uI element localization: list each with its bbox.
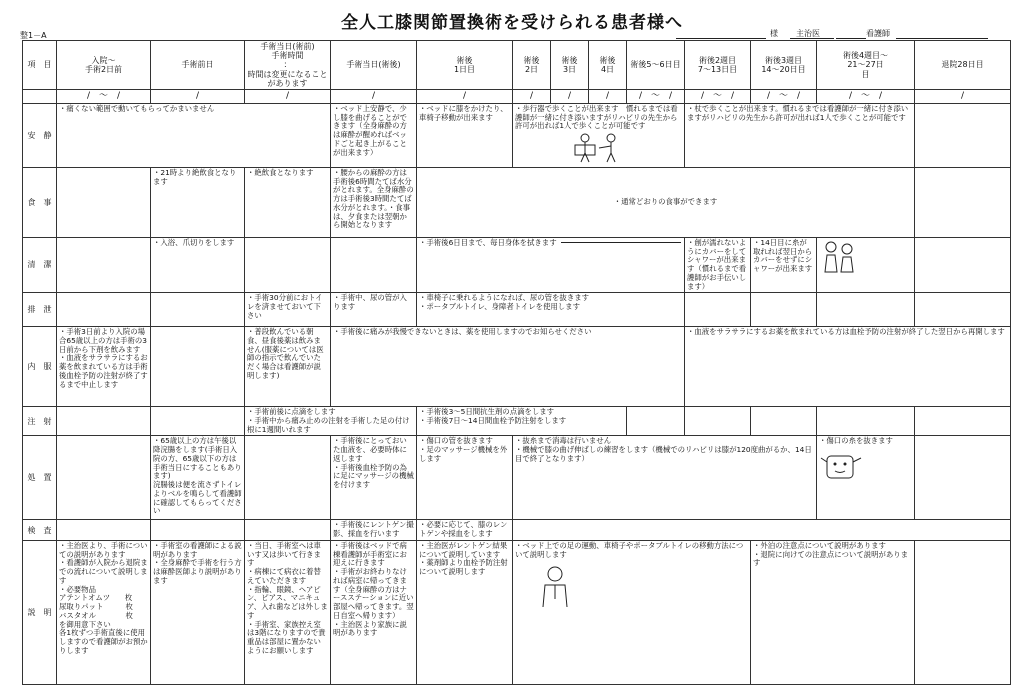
cell-inj-postop-5-6 xyxy=(627,407,685,436)
cell-rest-week-2-3: ・杖で歩くことが出来ます。慣れるまでは看護師が一緒に付き添いますがリハビリの先生から許可が出れば1人で歩くことが可能です xyxy=(685,103,915,167)
cell-rest-postop-1: ・ベッドに膝をかけたり、車椅子移動が出来ます xyxy=(417,103,513,167)
expl-exercise-text: ・ベッド上での足の運動、車椅子やポータブルトイレの移動方法について説明します xyxy=(515,540,744,559)
row-exam xyxy=(23,520,1011,540)
shower-figures-illustration xyxy=(819,239,859,273)
col-header-admission: 入院～ 手術2日前 xyxy=(57,41,151,90)
cell-exam-day-before xyxy=(151,520,245,540)
cell-expl-postop-1: ・主治医がレントゲン結果について説明しています ・薬剤師より血栓予防注射について説明します xyxy=(417,540,513,684)
header-row xyxy=(23,41,1011,90)
cell-clean-week-2: ・創が濡れないようにカバーをしてシャワーが出来ます（慣れるまで看護師がお手伝いします） xyxy=(685,237,751,292)
cell-inj-day-before xyxy=(151,407,245,436)
date-cell[interactable]: / ～ / xyxy=(57,89,151,103)
col-header-op-day-pre: 手術当日(術前) 手術時間 ： 時間は変更になることがあります xyxy=(245,41,331,90)
cell-rest-discharge xyxy=(915,103,1011,167)
cell-rest-pre: ・痛くない範囲で動いてもらってかまいません xyxy=(57,103,331,167)
row-label-excretion: 排 泄 xyxy=(23,293,57,327)
clean-wipe-text: ・手術後6日目まで、毎日身体を拭きます xyxy=(419,237,557,247)
cell-clean-admission xyxy=(57,237,151,292)
cell-inj-week-2 xyxy=(685,407,751,436)
date-row xyxy=(23,89,1011,103)
patient-name-line xyxy=(676,38,766,39)
row-explanation xyxy=(23,540,1011,684)
form-number: 整1－A xyxy=(20,31,47,40)
walker-figures-illustration xyxy=(571,133,627,163)
row-procedure xyxy=(23,436,1011,520)
cell-proc-day-before: ・65歳以上の方は午後以降浣腸をします(手術日入院の方、65歳以下の方は手術当日にすることもあります) 浣腸後は便を流さずトイレよりベルを鳴らして看護師に確認してもらってください xyxy=(151,436,245,520)
row-clean xyxy=(23,237,1011,292)
col-header-op-day-post: 手術当日(術後) xyxy=(331,41,417,90)
patient-suffix: 様 xyxy=(770,29,778,38)
cell-expl-postop-2 xyxy=(513,540,751,684)
cell-med-postop: ・手術後に痛みが我慢できないときは、薬を使用しますのでお知らせください xyxy=(331,327,685,407)
row-label-rest: 安 静 xyxy=(23,103,57,167)
cell-expl-day-before: ・手術室の看護師による説明があります ・全身麻酔で手術を行う方は麻酔医師より説明があります xyxy=(151,540,245,684)
date-cell[interactable]: / xyxy=(551,89,589,103)
row-excretion xyxy=(23,293,1011,327)
cell-expl-week-4: ・外泊の注意点について説明があります ・退院に向けての注意点について説明があります xyxy=(751,540,915,684)
col-header-item: 項 目 xyxy=(23,41,57,90)
duration-arrow xyxy=(561,242,681,243)
cell-med-admission: ・手術3日前より入院の場合65歳以上の方は手術の3日前から下剤を飲みます ・血液をサラサラにするお薬を飲まれている方は手術後血栓予防の注射が終了するまで中止します xyxy=(57,327,151,407)
col-header-day-before: 手術前日 xyxy=(151,41,245,90)
date-cell[interactable]: / xyxy=(151,89,245,103)
cell-exam-op-post: ・手術後にレントゲン撮影、採血を行います xyxy=(331,520,417,540)
cell-excr-week-2 xyxy=(685,293,751,327)
cell-excr-postop: ・車椅子に乗れるようになれば、尿の管を抜きます ・ポータブルトイレ、身障者トイレを使用します xyxy=(417,293,685,327)
date-cell[interactable]: / ～ / xyxy=(817,89,915,103)
cell-inj-discharge xyxy=(915,407,1011,436)
col-header-week-2: 術後2週目 7～13日目 xyxy=(685,41,751,90)
date-cell[interactable]: / xyxy=(915,89,1011,103)
row-injection xyxy=(23,407,1011,436)
cell-clean-day-before: ・入浴、爪切りをします xyxy=(151,237,245,292)
cell-med-day-before xyxy=(151,327,245,407)
col-header-postop-3: 術後 3日 xyxy=(551,41,589,90)
nurse-label: 看護師 xyxy=(866,29,890,38)
date-cell[interactable]: / xyxy=(245,89,331,103)
col-header-postop-2: 術後 2日 xyxy=(513,41,551,90)
col-header-discharge: 退院28日目 xyxy=(915,41,1011,90)
cell-proc-op-post: ・手術後にとっておいた血液を、必要時体に返します ・手術後血栓予防の為に足にマッサージの機械を付けます xyxy=(331,436,417,520)
cell-excr-week-3 xyxy=(751,293,817,327)
cell-expl-discharge xyxy=(915,540,1011,684)
date-cell[interactable]: / xyxy=(417,89,513,103)
date-cell-blank xyxy=(23,89,57,103)
cell-clean-postop-1-6 xyxy=(417,237,685,292)
cell-meal-admission xyxy=(57,167,151,237)
col-header-postop-4: 術後 4日 xyxy=(589,41,627,90)
cell-exam-postop-1: ・必要に応じて、膝のレントゲンや採血をします xyxy=(417,520,513,540)
row-label-explanation: 説 明 xyxy=(23,540,57,684)
row-label-exam: 検 査 xyxy=(23,520,57,540)
cell-rest-op-day: ・ベッド上安静で、少し膝を曲げることができます（全身麻酔の方は麻酔が醒めればベッドごと起き上がることが出来ます） xyxy=(331,103,417,167)
cell-meal-postop: ・通常どおりの食事ができます xyxy=(417,167,915,237)
cell-meal-op-pre: ・絶飲食となります xyxy=(245,167,331,237)
date-cell[interactable]: / ～ / xyxy=(685,89,751,103)
cell-clean-discharge xyxy=(915,237,1011,292)
cell-inj-op-day: ・手術前後に点滴をします ・手術中から痛み止めの注射を手術した足の付け根に1週間いれます xyxy=(245,407,417,436)
cell-exam-op-pre xyxy=(245,520,331,540)
cell-clean-week-3: ・14日目に糸が取れれば翌日からカバーをせずにシャワーが出来ます xyxy=(751,237,817,292)
cell-rest-postop-2-6 xyxy=(513,103,685,167)
date-cell[interactable]: / xyxy=(331,89,417,103)
doctor-sign-line xyxy=(836,38,866,39)
cell-meal-op-post: ・腰からの麻酔の方は手術後6時間たてば水分がとれます。全身麻酔の方は手術後3時間たてば水分がとれます。・食事は、夕食または翌朝から開始となります xyxy=(331,167,417,237)
cell-excr-discharge xyxy=(915,293,1011,327)
cell-proc-postop-2: ・抜糸まで消毒は行いません ・機械で膝の曲げ伸ばしの練習をします（機械でのリハビリは膝が120度曲がるか、14日目で終了となります） xyxy=(513,436,817,520)
doctor-figure-illustration xyxy=(535,565,575,609)
cell-proc-admission xyxy=(57,436,151,520)
row-medication xyxy=(23,327,1011,407)
proc-suture-text: ・傷口の糸を抜きます xyxy=(819,436,893,446)
cell-clean-op-post xyxy=(331,237,417,292)
row-label-procedure: 処 置 xyxy=(23,436,57,520)
doctor-label: 主治医 xyxy=(796,29,820,38)
cell-clean-week-4 xyxy=(817,237,915,292)
tub-character-illustration xyxy=(819,446,863,482)
date-cell[interactable]: / xyxy=(513,89,551,103)
col-header-postop-5-6: 術後5～6日目 xyxy=(627,41,685,90)
cell-excr-admission xyxy=(57,293,151,327)
col-header-postop-1: 術後 1日目 xyxy=(417,41,513,90)
col-header-week-3: 術後3週目 14～20日目 xyxy=(751,41,817,90)
cell-excr-op-pre: ・手術30分前におトイレを済ませておいて下さい xyxy=(245,293,331,327)
clinical-pathway-table xyxy=(22,40,1011,685)
col-header-week-4: 術後4週目～ 21～27日 目 xyxy=(817,41,915,90)
row-meal xyxy=(23,167,1011,237)
cell-excr-op-post: ・手術中、尿の管が入ります xyxy=(331,293,417,327)
row-label-medication: 内 服 xyxy=(23,327,57,407)
rest-walker-text: ・歩行器で歩くことが出来ます 慣れるまでは看護師が一緒に付き添いますがリハビリの先生から許可が出れば1人で歩くことが可能です xyxy=(515,103,678,131)
cell-meal-day-before: ・21時より絶飲食となります xyxy=(151,167,245,237)
cell-inj-postop: ・手術後3～5日間抗生剤の点滴をします ・手術後7日～14日間血栓予防注射をします xyxy=(417,407,627,436)
row-label-injection: 注 射 xyxy=(23,407,57,436)
cell-proc-op-pre xyxy=(245,436,331,520)
cell-proc-postop-1: ・傷口の管を抜きます ・足のマッサージ機械を外します xyxy=(417,436,513,520)
cell-meal-discharge xyxy=(915,167,1011,237)
date-cell[interactable]: / ～ / xyxy=(627,89,685,103)
date-cell[interactable]: / ～ / xyxy=(751,89,817,103)
row-rest xyxy=(23,103,1011,167)
cell-exam-admission xyxy=(57,520,151,540)
cell-expl-op-post: ・手術後はベッドで病棟看護師が手術室にお迎えに行きます ・手術がお終わりなければ病室に帰ってきます（全身麻酔の方はナースステーションに近い部屋へ帰ってきます。翌日自室へ帰ります） ・主治医より家族に説明があります xyxy=(331,540,417,684)
cell-med-week-2: ・血液をサラサラにするお薬を飲まれている方は血栓予防の注射が終了した翌日から再開します xyxy=(685,327,1011,407)
cell-proc-discharge xyxy=(915,436,1011,520)
cell-inj-week-3 xyxy=(751,407,817,436)
date-cell[interactable]: / xyxy=(589,89,627,103)
row-label-meal: 食 事 xyxy=(23,167,57,237)
row-label-clean: 清 潔 xyxy=(23,237,57,292)
cell-clean-op-pre xyxy=(245,237,331,292)
cell-exam-rest xyxy=(513,520,1011,540)
cell-expl-op-pre: ・当日、手術室へは車いす又は歩いて行きます ・病棟にて病衣に着替えていただきます ・指輪、眼鏡、ヘアピン、ピアス、マニキュア、入れ歯などは外します ・手術室、家族控え室は3階になりますので貴重品は部屋に置かないようにお願いします xyxy=(245,540,331,684)
cell-excr-week-4 xyxy=(817,293,915,327)
cell-excr-day-before xyxy=(151,293,245,327)
cell-med-op-pre: ・普段飲んでいる朝食、昼食後薬は飲みません(服薬については医師の指示で飲んでいただく場合は看護師が説明します) xyxy=(245,327,331,407)
cell-inj-admission xyxy=(57,407,151,436)
nurse-sign-line xyxy=(896,38,988,39)
cell-proc-week-4 xyxy=(817,436,915,520)
cell-expl-admission: ・主治医より、手術についての説明があります ・看護師が入院から退院までの流れについて説明します ・必要物品 アテントオムツ 枚 尿取りパット 枚 バスタオル 枚 を御用意下さい 各1枚ずつ手術直後に使用しますので看護師がお預かりします xyxy=(57,540,151,684)
cell-inj-week-4 xyxy=(817,407,915,436)
document-title: 全人工膝関節置換術を受けられる患者様へ xyxy=(341,13,683,33)
